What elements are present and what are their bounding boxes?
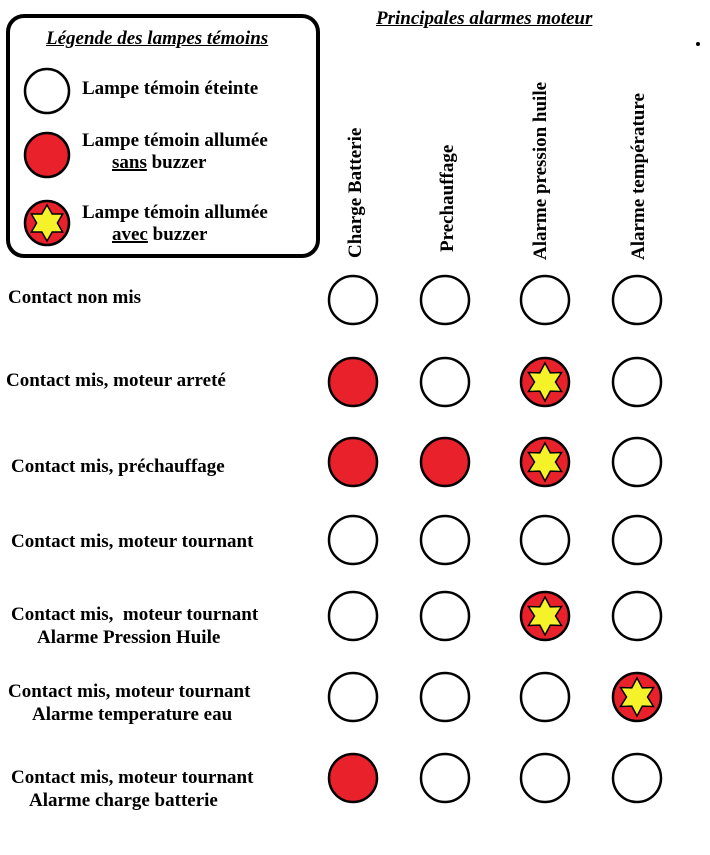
lamp-off-icon <box>421 516 469 564</box>
row-label-prechauffage: Contact mis, préchauffage <box>11 456 225 477</box>
lamp-on-icon <box>421 438 469 486</box>
lamp-off-icon <box>613 516 661 564</box>
column-header-pression-huile: Alarme pression huile <box>530 81 551 260</box>
lamp-off-icon <box>421 358 469 406</box>
lamp-on-icon <box>329 438 377 486</box>
legend-label-off: Lampe témoin éteinte <box>82 78 259 99</box>
row-label-alarme-charge-batterie: Contact mis, moteur tournant Alarme charge batterie <box>11 767 254 811</box>
row-label-moteur-arrete: Contact mis, moteur arreté <box>6 370 226 391</box>
column-header-temperature: Alarme température <box>628 93 649 260</box>
lamp-off-icon <box>521 276 569 324</box>
lamp-off-icon <box>521 516 569 564</box>
lamp-off-icon <box>421 276 469 324</box>
lamp-off-icon <box>613 358 661 406</box>
lamp-on-icon <box>329 358 377 406</box>
lamp-buzzer-icon <box>521 592 569 640</box>
lamp-buzzer-icon <box>521 358 569 406</box>
lamp-off-icon <box>613 276 661 324</box>
lamp-off-icon <box>613 438 661 486</box>
lamp-on-icon <box>329 754 377 802</box>
column-header-prechauffage: Prechauffage <box>437 144 458 252</box>
legend-label-on: Lampe témoin allumée sans buzzer <box>82 130 268 173</box>
lamp-off-icon <box>421 673 469 721</box>
column-header-charge-batterie: Charge Batterie <box>345 127 366 258</box>
lamp-off-icon <box>329 592 377 640</box>
lamp-off-icon <box>613 754 661 802</box>
page-title: Principales alarmes moteur <box>376 8 593 29</box>
lamp-off-icon <box>521 673 569 721</box>
lamp-off-icon <box>421 754 469 802</box>
legend-title: Légende des lampes témoins <box>46 28 269 49</box>
row-label-alarme-temperature-eau: Contact mis, moteur tournant Alarme temperature eau <box>8 681 251 725</box>
lamp-off-icon <box>329 276 377 324</box>
row-label-moteur-tournant: Contact mis, moteur tournant <box>11 531 254 552</box>
lamp-off-icon <box>613 592 661 640</box>
legend-label-buzzer: Lampe témoin allumée avec buzzer <box>82 202 268 245</box>
lamp-off-icon <box>521 754 569 802</box>
lamp-off-icon <box>421 592 469 640</box>
row-label-contact-non-mis: Contact non mis <box>8 287 142 308</box>
lamp-off-icon <box>329 516 377 564</box>
row-label-alarme-pression-huile: Contact mis, moteur tournant Alarme Pression Huile <box>11 604 259 648</box>
lamp-buzzer-icon <box>613 673 661 721</box>
lamp-buzzer-icon <box>521 438 569 486</box>
lamp-off-icon <box>329 673 377 721</box>
